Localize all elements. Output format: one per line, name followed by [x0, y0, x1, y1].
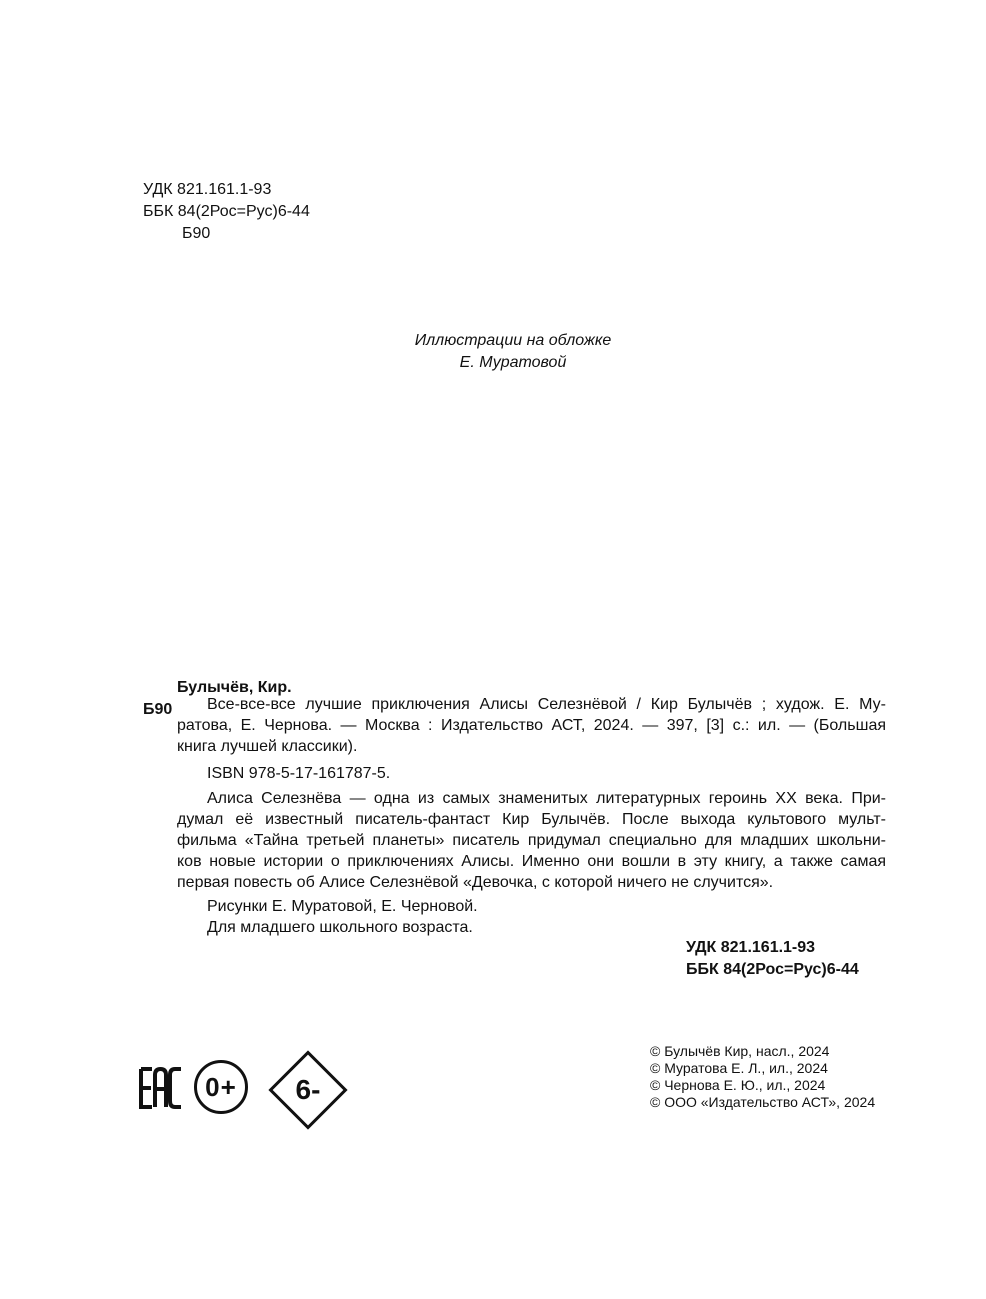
eac-mark-icon — [139, 1067, 184, 1109]
record-annotation — [177, 790, 886, 895]
description-line: книга лучшей классики). — [177, 738, 358, 755]
annotation-line: фильма «Тайна третьей планеты» писатель придумал специально для младших школьни- — [177, 832, 886, 849]
record-illustrators: Рисунки Е. Муратовой, Е. Черновой. — [207, 898, 478, 915]
copyright-line: © Муратова Е. Л., ил., 2024 — [650, 1060, 828, 1076]
annotation-line: Алиса Селезнёва — одна из самых знаменитых литературных героинь XX века. При- — [207, 790, 886, 807]
age-rating-0-plus-label: 0+ — [205, 1071, 237, 1102]
record-code: Б90 — [143, 701, 173, 718]
age-rating-6-minus — [267, 1049, 349, 1131]
bbk-top: ББК 84(2Рос=Рус)6-44 — [143, 203, 310, 220]
record-isbn: ISBN 978-5-17-161787-5. — [207, 765, 391, 782]
age-rating-0-plus — [194, 1060, 248, 1114]
annotation-line: первая повесть об Алисе Селезнёвой «Девочка, с которой ничего не случится». — [177, 874, 774, 891]
udk-bottom: УДК 821.161.1-93 — [686, 939, 816, 956]
annotation-line: ков новые истории о приключениях Алисы. Именно они вошли в эту книгу, а также самая — [177, 853, 886, 870]
description-line: ратова, Е. Чернова. — Москва : Издательство АСТ, 2024. — 397, [3] с.: ил. — (Большая — [177, 717, 886, 734]
copyright-block — [650, 1043, 875, 1111]
bbk-bottom: ББК 84(2Рос=Рус)6-44 — [686, 961, 859, 978]
description-line: Все-все-все лучшие приключения Алисы Селезнёвой / Кир Булычёв ; худож. Е. Му- — [207, 696, 886, 713]
record-author: Булычёв, Кир. — [177, 679, 292, 696]
record-description — [177, 696, 886, 759]
udk-top: УДК 821.161.1-93 — [143, 181, 272, 198]
copyright-line: © Чернова Е. Ю., ил., 2024 — [650, 1077, 826, 1093]
author-code-top: Б90 — [182, 225, 211, 242]
annotation-line: думал её известный писатель-фантаст Кир Булычёв. После выхода культового мульт- — [177, 811, 886, 828]
copyright-line: © Булычёв Кир, насл., 2024 — [650, 1043, 830, 1059]
illustrations-credit-line2: Е. Муратовой — [459, 354, 567, 371]
record-audience: Для младшего школьного возраста. — [207, 919, 473, 936]
copyright-line: © ООО «Издательство АСТ», 2024 — [650, 1094, 876, 1110]
illustrations-credit-line1: Иллюстрации на обложке — [414, 332, 612, 349]
age-rating-6-minus-label: 6- — [295, 1074, 321, 1105]
